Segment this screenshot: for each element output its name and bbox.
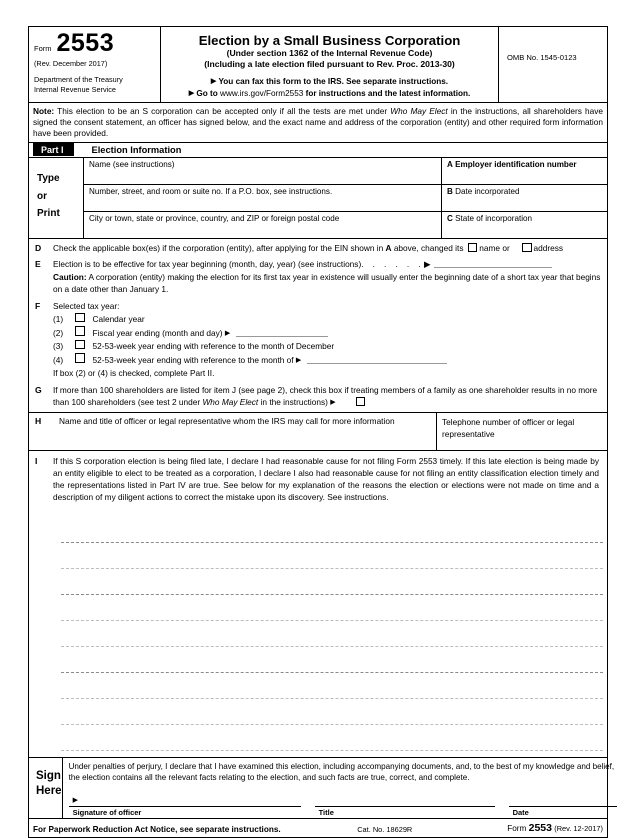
sign-here-line-1: Sign [36, 769, 61, 782]
line-g-body [53, 384, 603, 408]
type-or-print-line-1: Type [37, 173, 60, 185]
type-or-print-line-2: or [37, 190, 47, 202]
write-line[interactable] [61, 647, 603, 673]
signature-row [69, 805, 617, 818]
date-label: Date [509, 806, 617, 818]
write-line[interactable] [61, 673, 603, 699]
list-item [53, 340, 603, 353]
date-incorporated-letter: B [447, 187, 453, 197]
note-italic: Who May Elect [390, 105, 448, 116]
fiscal-year-input[interactable] [236, 328, 328, 337]
caution-label: Caution: [53, 271, 87, 282]
ein-label: Employer identification number [455, 160, 577, 170]
line-f [29, 299, 607, 382]
option-1-number: (1) [53, 314, 64, 325]
sign-here-body [63, 758, 621, 818]
form-footer [29, 818, 607, 837]
form-number: 2553 [56, 29, 115, 57]
form-subtitle-1: (Under section 1362 of the Internal Revenue Code) [226, 48, 433, 59]
line-h-left-label: Name and title of officer or legal representative whom the IRS may call for more information [59, 415, 395, 426]
note-text-1: This election to be an S corporation can be accepted only if all the tests are met under [54, 105, 391, 116]
write-line[interactable] [61, 517, 603, 543]
option-2-label-wrap [93, 327, 604, 340]
catalog-number: Cat. No. 18629R [357, 824, 413, 834]
table-row [84, 184, 607, 211]
footer-form-number: 2553 [528, 821, 552, 834]
form-header [29, 27, 607, 103]
line-e-letter: E [35, 258, 41, 269]
address-rows [84, 158, 607, 238]
option-3-number: (3) [53, 341, 64, 352]
option-4-label-wrap [93, 354, 604, 367]
line-f-footnote: If box (2) or (4) is checked, complete Part II. [53, 368, 215, 379]
ein-letter: A [447, 160, 453, 170]
checkbox-changed-address[interactable] [522, 243, 532, 253]
arrow-icon: ▶ [210, 77, 217, 85]
header-title-block [161, 27, 499, 102]
form-number-row [34, 31, 156, 56]
name-field[interactable] [84, 158, 442, 184]
ein-field[interactable] [442, 158, 607, 184]
line-h-letter: H [35, 415, 42, 426]
line-d-body [53, 242, 603, 254]
department-line-1: Department of the Treasury [34, 75, 123, 84]
arrow-icon: ▶ [330, 399, 336, 407]
part-banner [29, 143, 607, 158]
write-line[interactable] [61, 595, 603, 621]
state-of-incorporation-letter: C [447, 214, 453, 224]
type-or-print-table [29, 158, 607, 239]
department-line-2: Internal Revenue Service [34, 84, 116, 94]
note-label: Note: [33, 105, 55, 116]
type-or-print-label [29, 158, 84, 238]
write-line[interactable] [61, 621, 603, 647]
write-line[interactable] [61, 725, 603, 751]
name-field-label: Name (see instructions) [89, 160, 175, 170]
table-row [84, 211, 607, 238]
line-e-main [53, 258, 603, 270]
state-of-incorporation-label: State of incorporation [455, 214, 533, 224]
part-title: Election Information [91, 145, 182, 156]
arrow-icon: ▶ [72, 796, 78, 804]
option-1-label: Calendar year [92, 314, 145, 325]
perjury-statement: Under penalties of perjury, I declare that I have examined this election, including accompanying documents, and, to the best of my knowledge and belief, the election contains all the relevant facts relating to the election, and such facts are true, correct, and complete. [68, 761, 615, 782]
note-paragraph [29, 103, 607, 144]
line-e-dots: . . . . . . [361, 258, 424, 269]
list-item [53, 313, 603, 326]
department-block [34, 75, 156, 95]
checkbox-5253-month[interactable] [75, 353, 85, 363]
list-item [53, 326, 603, 339]
line-e-body [53, 258, 603, 295]
tax-year-options [53, 313, 603, 366]
explanation-write-area[interactable] [29, 505, 607, 757]
line-h-left[interactable] [29, 413, 437, 450]
option-2-label: Fiscal year ending (month and day) [92, 327, 223, 338]
line-f-body [53, 300, 603, 379]
checkbox-5253-december[interactable] [75, 340, 85, 350]
line-g-letter: G [35, 385, 42, 396]
date-incorporated-label: Date incorporated [455, 187, 520, 197]
footer-form-revision: (Rev. 12-2017) [554, 823, 603, 833]
arrow-icon: ▶ [423, 258, 431, 269]
form-title: Election by a Small Business Corporation [198, 33, 461, 48]
signature-field[interactable] [69, 805, 301, 818]
checkbox-family-shareholder[interactable] [356, 397, 366, 407]
type-or-print-line-3: Print [37, 208, 60, 220]
form-subtitle-2: (Including a late election filed pursuant to Rev. Proc. 2013-30) [204, 59, 455, 70]
line-f-heading: Selected tax year: [53, 300, 120, 311]
line-g-text-2: in the instructions) [258, 397, 328, 408]
line-d-letter: D [35, 243, 42, 254]
arrow-icon: ▶ [295, 356, 302, 364]
line-e-date-input[interactable] [434, 259, 552, 268]
header-left-block [29, 27, 161, 102]
line-d-text-1: Check the applicable box(es) if the corporation (entity), after applying for the EIN shown in [53, 243, 386, 254]
line-h-right[interactable] [437, 413, 607, 450]
line-d-address-label: address [533, 243, 564, 254]
goto-suffix: for instructions and the latest information. [305, 88, 471, 98]
line-g-italic: Who May Elect [202, 397, 259, 408]
month-input[interactable] [307, 355, 447, 364]
date-field[interactable] [509, 805, 617, 818]
arrow-icon: ▶ [188, 89, 195, 97]
note-text-2: in the instructions, all shareholders have signed the consent statement, an officer has signed below, and the exact name and address of the corporation (entity) and other required form information have been provided. [33, 105, 603, 138]
goto-line [165, 88, 494, 99]
line-e-caution [53, 271, 603, 295]
checkbox-changed-name[interactable] [468, 243, 478, 253]
checkbox-fiscal-year[interactable] [75, 326, 85, 336]
option-3-label: 52-53-week year ending with reference to the month of December [92, 341, 335, 352]
line-f-letter: F [35, 300, 41, 311]
sign-here-block [29, 757, 615, 818]
option-2-number: (2) [53, 327, 64, 338]
omb-number: OMB No. 1545-0123 [507, 53, 577, 62]
line-g-text-1: If more than 100 shareholders are listed for item J (see page 2), check this box if treating members of a family as one shareholder results in no more than 100 shareholders (see test 2 under [53, 385, 598, 408]
list-item [53, 353, 603, 366]
write-line[interactable] [61, 569, 603, 595]
date-incorporated-field[interactable] [442, 185, 607, 211]
option-4-number: (4) [53, 354, 64, 365]
street-field[interactable] [84, 185, 442, 211]
footer-form-word: Form [507, 823, 527, 833]
write-line[interactable] [61, 543, 603, 569]
irs-url-link[interactable]: www.irs.gov/Form2553 [220, 88, 304, 98]
line-i [29, 451, 607, 505]
signature-label: Signature of officer [69, 806, 301, 818]
title-field[interactable] [315, 805, 495, 818]
sign-here-label [29, 758, 63, 818]
state-of-incorporation-field[interactable] [442, 212, 607, 238]
write-line[interactable] [61, 699, 603, 725]
paperwork-notice: For Paperwork Reduction Act Notice, see separate instructions. [33, 824, 281, 834]
line-h [29, 413, 607, 451]
line-d [29, 239, 607, 257]
line-d-text-2: above, changed its [391, 243, 464, 254]
footer-form-id [507, 822, 603, 834]
line-g [29, 382, 607, 412]
form-2553 [28, 26, 615, 838]
fax-note [165, 76, 494, 87]
caution-text: A corporation (entity) making the election for its first tax year in existence will usually enter the beginning date of a short tax year that begins on a date other than January 1. [53, 271, 601, 294]
goto-prefix: Go to [196, 88, 218, 98]
form-label: Form [34, 44, 52, 53]
city-state-zip-label: City or town, state or province, country, and ZIP or foreign postal code [89, 214, 340, 224]
line-d-bold-a: A [385, 243, 392, 254]
part-tag: Part I [33, 143, 74, 156]
sign-here-line-2: Here [36, 785, 62, 798]
arrow-icon: ▶ [224, 329, 231, 337]
line-i-text: If this S corporation election is being filed late, I declare I had reasonable cause for not filing Form 2553 timely. If this late election is being made by an entity eligible to elect to be treated as a corporation, I declare I also had reasonable cause for not filing an entity classification election timely and the representations listed in Part IV are true. See below for my explanation of the reasons the election or elections were not made on time and a description of my diligent actions to correct the mistake upon its discovery. See instructions. [53, 455, 599, 502]
table-row [84, 158, 607, 184]
fax-note-text: You can fax this form to the IRS. See separate instructions. [218, 76, 449, 86]
city-state-zip-field[interactable] [84, 212, 442, 238]
line-e [29, 258, 607, 299]
line-d-name-label: name or [479, 243, 510, 254]
option-4-label: 52-53-week year ending with reference to the month of [92, 354, 294, 365]
line-i-letter: I [35, 455, 38, 466]
line-e-text: Election is to be effective for tax year beginning (month, day, year) (see instructions) [53, 258, 362, 269]
street-field-label: Number, street, and room or suite no. If a P.O. box, see instructions. [89, 187, 333, 197]
form-revision: (Rev. December 2017) [34, 59, 108, 68]
line-h-right-label: Telephone number of officer or legal representative [442, 416, 575, 439]
checkbox-calendar-year[interactable] [75, 313, 85, 323]
title-label: Title [315, 806, 495, 818]
